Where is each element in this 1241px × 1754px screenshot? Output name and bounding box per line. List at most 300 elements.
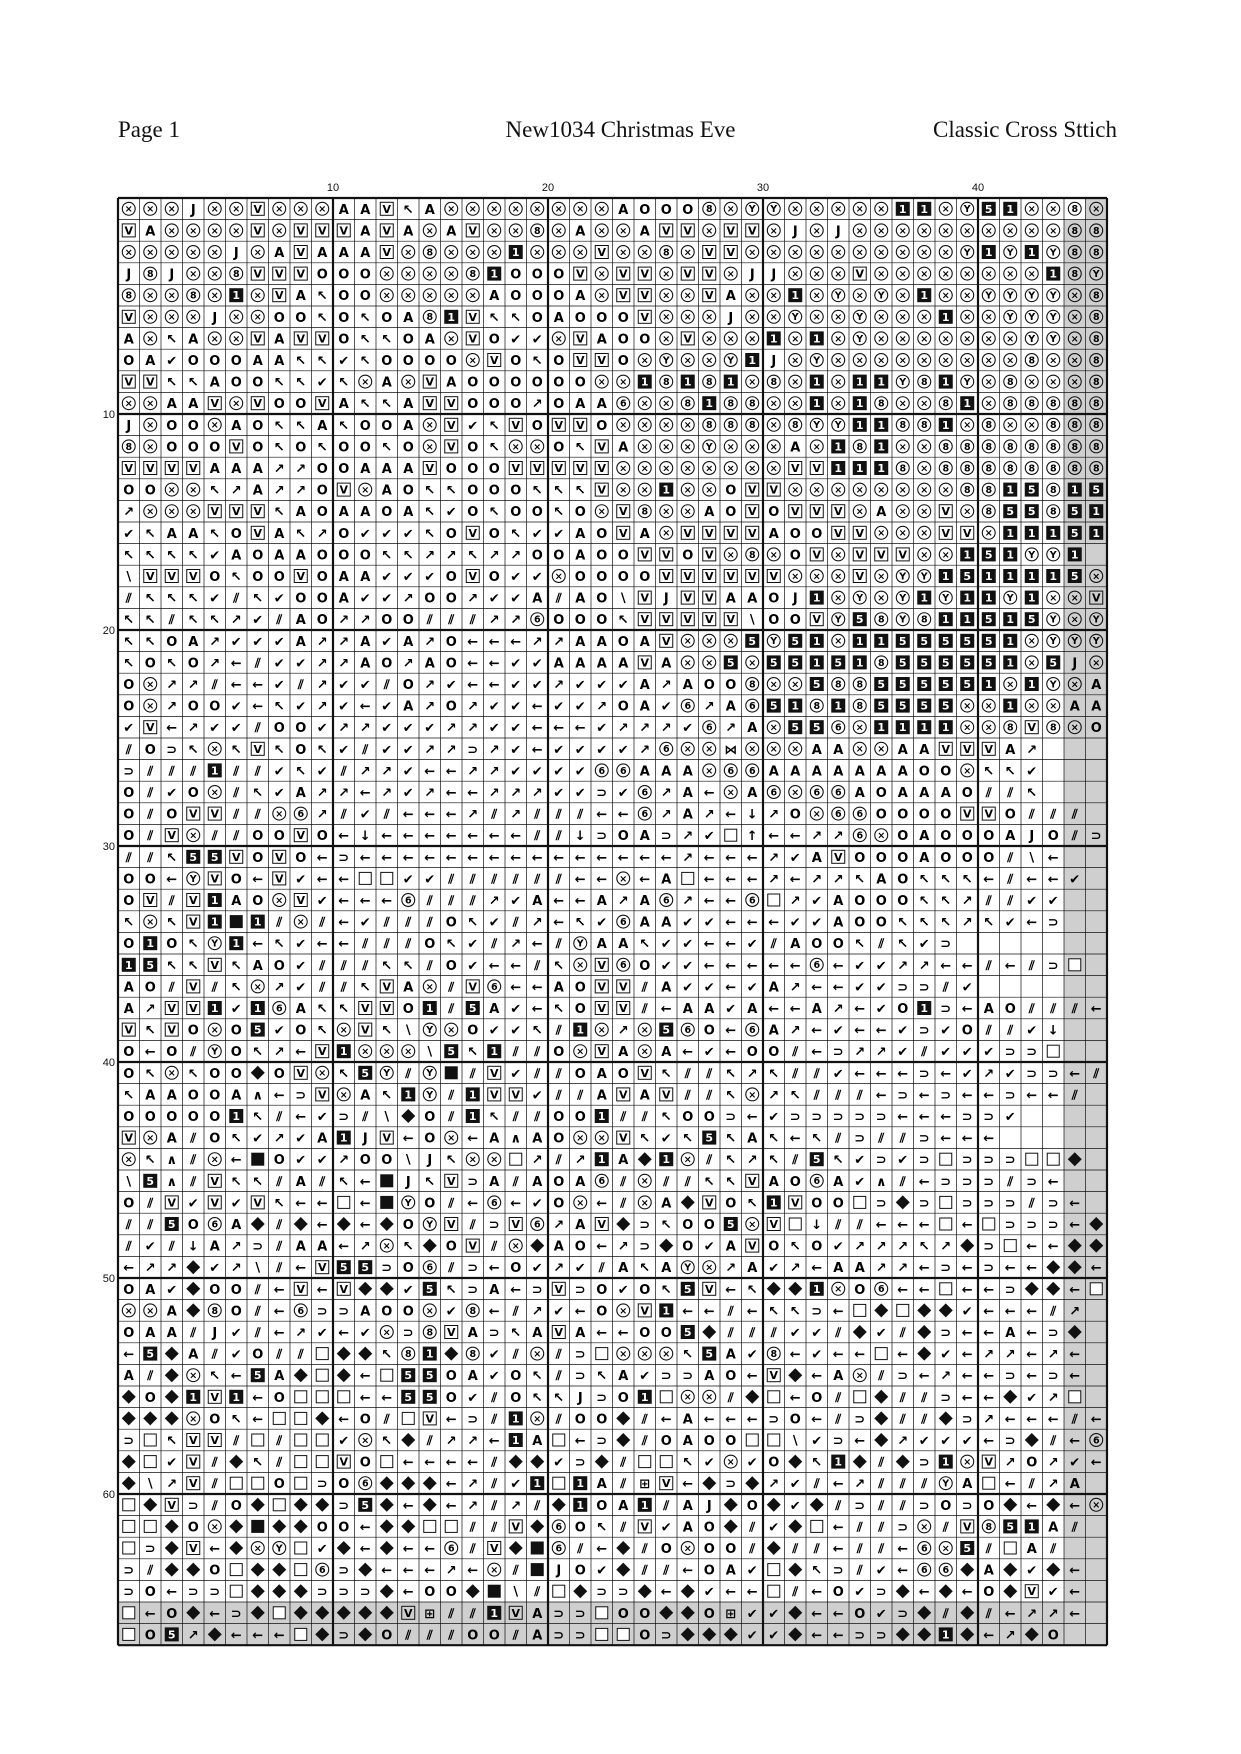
svg-text:O: O: [639, 570, 651, 585]
svg-text:V: V: [597, 1045, 607, 1059]
svg-text:↖: ↖: [553, 958, 565, 974]
svg-text:↖: ↖: [209, 526, 221, 542]
svg-text:8: 8: [211, 1305, 219, 1317]
svg-text:⫽: ⫽: [1007, 1174, 1014, 1190]
svg-text:⊞: ⊞: [639, 1477, 651, 1493]
svg-text:✔: ✔: [832, 1066, 844, 1082]
svg-text:↖: ↖: [381, 440, 393, 456]
svg-text:O: O: [682, 1218, 694, 1233]
svg-text:1: 1: [920, 289, 929, 303]
svg-text:↗: ↗: [488, 894, 500, 909]
svg-text:✔: ✔: [166, 786, 178, 801]
svg-text:←: ←: [961, 1347, 973, 1363]
svg-text:⫽: ⫽: [340, 807, 347, 823]
svg-text:↖: ↖: [488, 1110, 500, 1125]
svg-text:×: ×: [769, 744, 778, 756]
svg-text:⫽: ⫽: [835, 1498, 842, 1514]
svg-text:↖: ↖: [574, 483, 586, 499]
svg-text:5: 5: [253, 1023, 262, 1037]
svg-text:O: O: [252, 548, 264, 564]
svg-text:×: ×: [275, 204, 284, 216]
svg-text:×: ×: [447, 204, 456, 216]
svg-text:V: V: [317, 332, 327, 346]
svg-text:O: O: [553, 1174, 565, 1190]
svg-text:↖: ↖: [166, 1434, 178, 1449]
svg-text:←: ←: [918, 1585, 930, 1601]
svg-text:⫽: ⫽: [985, 958, 992, 974]
svg-text:A: A: [682, 764, 693, 780]
svg-text:×: ×: [468, 355, 477, 367]
svg-text:V: V: [360, 1002, 370, 1015]
svg-text:Y: Y: [1028, 290, 1036, 302]
svg-text:6: 6: [684, 1025, 692, 1036]
svg-text:A: A: [833, 1174, 844, 1190]
svg-text:⫽: ⫽: [125, 850, 132, 866]
svg-text:V: V: [855, 267, 865, 281]
svg-text:6: 6: [297, 809, 305, 820]
svg-text:8: 8: [1006, 441, 1014, 453]
svg-text:×: ×: [597, 269, 606, 280]
svg-text:↖: ↖: [381, 1088, 393, 1104]
svg-text:1: 1: [1006, 699, 1015, 713]
svg-text:O: O: [725, 505, 737, 521]
svg-text:×: ×: [1070, 333, 1079, 345]
svg-text:⫽: ⫽: [620, 1110, 627, 1125]
svg-text:×: ×: [425, 981, 434, 993]
svg-text:×: ×: [898, 333, 907, 345]
svg-text:⊃: ⊃: [940, 1390, 952, 1406]
svg-text:←: ←: [832, 1628, 844, 1644]
svg-text:1: 1: [468, 1110, 477, 1123]
svg-text:V: V: [554, 418, 564, 432]
svg-text:Y: Y: [1028, 549, 1036, 561]
svg-text:⊃: ⊃: [639, 1239, 651, 1255]
svg-text:⫽: ⫽: [254, 656, 261, 672]
svg-text:O: O: [316, 462, 328, 477]
svg-text:×: ×: [124, 1154, 133, 1166]
svg-text:O: O: [295, 397, 307, 413]
svg-text:✔: ✔: [209, 721, 221, 737]
svg-text:V: V: [833, 526, 843, 540]
svg-text:←: ←: [617, 807, 629, 823]
svg-text:⫽: ⫽: [1028, 1196, 1035, 1212]
svg-text:O: O: [359, 267, 371, 283]
svg-text:×: ×: [984, 312, 993, 324]
svg-text:✔: ✔: [273, 786, 285, 801]
svg-text:×: ×: [769, 420, 778, 432]
svg-text:V: V: [253, 332, 263, 346]
svg-text:A: A: [424, 656, 435, 672]
svg-text:↖: ↖: [660, 1218, 672, 1233]
svg-text:←: ←: [359, 1218, 371, 1233]
svg-text:⫽: ⫽: [1071, 1088, 1078, 1104]
svg-text:O: O: [402, 440, 414, 456]
svg-text:⫽: ⫽: [491, 1520, 498, 1536]
svg-text:V: V: [446, 1326, 456, 1339]
svg-text:8: 8: [705, 420, 713, 432]
svg-text:×: ×: [941, 485, 950, 496]
svg-text:O: O: [553, 1045, 565, 1061]
svg-text:←: ←: [424, 764, 436, 780]
svg-text:8: 8: [1092, 398, 1100, 410]
svg-text:8: 8: [877, 614, 885, 626]
svg-text:O: O: [252, 829, 264, 845]
svg-text:←: ←: [467, 678, 479, 693]
svg-text:J: J: [792, 224, 798, 240]
svg-text:O: O: [187, 418, 199, 434]
svg-text:⊃: ⊃: [1004, 1282, 1016, 1298]
svg-text:←: ←: [875, 1218, 887, 1233]
svg-text:O: O: [617, 1390, 629, 1406]
svg-text:×: ×: [769, 549, 778, 561]
svg-text:A: A: [145, 1326, 156, 1341]
svg-text:1: 1: [210, 915, 219, 929]
svg-text:✔: ✔: [488, 1347, 500, 1363]
svg-text:←: ←: [961, 1326, 973, 1341]
svg-text:V: V: [769, 1218, 779, 1231]
svg-text:V: V: [554, 462, 564, 475]
svg-text:5: 5: [146, 1174, 155, 1188]
svg-text:✔: ✔: [467, 418, 479, 434]
svg-text:×: ×: [769, 679, 778, 691]
svg-text:↖: ↖: [725, 1066, 737, 1082]
svg-text:8: 8: [533, 225, 541, 237]
svg-text:←: ←: [811, 1369, 823, 1385]
svg-text:A: A: [403, 310, 414, 326]
svg-text:↗: ↗: [897, 1261, 909, 1277]
svg-text:⫽: ⫽: [985, 786, 992, 801]
svg-text:⫽: ⫽: [534, 1585, 541, 1601]
svg-text:8: 8: [1028, 441, 1036, 453]
svg-text:×: ×: [748, 377, 757, 388]
svg-text:✔: ✔: [424, 872, 436, 888]
svg-text:O: O: [424, 1131, 436, 1147]
svg-text:↗: ↗: [1047, 1477, 1059, 1493]
svg-text:←: ←: [983, 1131, 995, 1147]
svg-text:↗: ↗: [1004, 1628, 1016, 1644]
svg-text:✔: ✔: [574, 742, 586, 758]
svg-text:⫽: ⫽: [469, 1606, 476, 1622]
svg-text:⫽: ⫽: [147, 850, 154, 866]
svg-text:O: O: [467, 505, 479, 521]
svg-text:✔: ✔: [295, 980, 307, 996]
svg-text:×: ×: [705, 744, 714, 756]
svg-text:←: ←: [467, 786, 479, 801]
svg-text:←: ←: [897, 1066, 909, 1082]
svg-text:×: ×: [447, 1025, 456, 1036]
svg-text:↗: ↗: [617, 721, 629, 737]
svg-text:A: A: [338, 505, 349, 521]
svg-text:V: V: [597, 462, 607, 475]
svg-text:1: 1: [941, 721, 950, 735]
svg-text:O: O: [209, 570, 221, 585]
svg-text:⫽: ⫽: [985, 1023, 992, 1039]
svg-text:✔: ✔: [488, 1369, 500, 1385]
svg-text:V: V: [575, 462, 585, 475]
svg-text:V: V: [984, 1455, 994, 1469]
svg-text:↖: ↖: [359, 332, 371, 348]
svg-text:Y: Y: [985, 290, 993, 302]
svg-text:V: V: [468, 980, 478, 994]
svg-text:O: O: [617, 829, 629, 845]
svg-text:×: ×: [533, 441, 542, 453]
svg-text:×: ×: [597, 204, 606, 216]
svg-text:V: V: [597, 483, 607, 497]
svg-text:←: ←: [1004, 1477, 1016, 1493]
svg-text:⫽: ⫽: [985, 1606, 992, 1622]
svg-text:1: 1: [511, 1412, 520, 1426]
svg-text:V: V: [575, 418, 585, 432]
svg-text:⊃: ⊃: [983, 1261, 995, 1277]
svg-text:O: O: [596, 591, 608, 607]
svg-text:↗: ↗: [725, 1261, 737, 1277]
svg-text:A: A: [811, 1002, 822, 1017]
svg-text:✔: ✔: [316, 894, 328, 909]
svg-text:×: ×: [963, 701, 972, 712]
svg-text:8: 8: [877, 657, 885, 669]
svg-text:O: O: [531, 267, 543, 283]
svg-text:V: V: [253, 224, 263, 238]
svg-text:V: V: [468, 1239, 478, 1253]
svg-text:Y: Y: [877, 290, 885, 302]
svg-text:A: A: [575, 1174, 586, 1190]
svg-text:A: A: [596, 1088, 607, 1104]
svg-text:A: A: [123, 332, 134, 348]
svg-text:✔: ✔: [402, 742, 414, 758]
svg-text:V: V: [468, 526, 478, 540]
svg-text:O: O: [123, 807, 135, 823]
svg-text:O: O: [123, 1066, 135, 1082]
svg-text:✔: ✔: [531, 678, 543, 693]
svg-text:O: O: [811, 526, 823, 542]
svg-text:⊃: ⊃: [488, 1218, 500, 1233]
svg-text:×: ×: [705, 333, 714, 345]
svg-text:A: A: [596, 1066, 607, 1082]
svg-text:↖: ↖: [273, 505, 285, 521]
svg-text:∧: ∧: [166, 1153, 178, 1169]
svg-text:×: ×: [898, 441, 907, 453]
svg-text:A: A: [489, 1002, 500, 1017]
svg-text:✔: ✔: [1004, 1066, 1016, 1082]
svg-text:1: 1: [984, 570, 993, 583]
svg-text:←: ←: [445, 1477, 457, 1493]
svg-text:×: ×: [425, 269, 434, 280]
svg-text:V: V: [962, 742, 972, 756]
svg-text:8: 8: [748, 398, 756, 410]
svg-text:✔: ✔: [273, 764, 285, 780]
svg-text:V: V: [188, 1434, 198, 1447]
svg-text:⫽: ⫽: [878, 1498, 885, 1514]
svg-text:⊃: ⊃: [940, 1326, 952, 1341]
svg-text:←: ←: [123, 1261, 135, 1277]
svg-text:6: 6: [727, 765, 735, 777]
svg-text:⊃: ⊃: [359, 1585, 371, 1601]
svg-text:Y: Y: [963, 204, 971, 216]
svg-text:×: ×: [898, 528, 907, 540]
svg-text:↖: ↖: [488, 505, 500, 521]
svg-text:8: 8: [426, 247, 434, 259]
svg-text:←: ←: [574, 721, 586, 737]
svg-text:✔: ✔: [316, 375, 328, 391]
column-number: 40: [971, 182, 985, 194]
svg-text:A: A: [360, 1088, 371, 1104]
svg-text:×: ×: [640, 485, 649, 496]
svg-text:⫽: ⫽: [426, 894, 433, 909]
svg-text:O: O: [832, 1585, 844, 1601]
svg-text:←: ←: [402, 1563, 414, 1579]
svg-text:5: 5: [146, 1347, 155, 1361]
svg-text:O: O: [531, 418, 543, 434]
svg-text:O: O: [273, 721, 285, 737]
svg-text:O: O: [596, 1304, 608, 1320]
svg-text:J: J: [190, 202, 196, 218]
svg-text:8: 8: [404, 1349, 412, 1360]
svg-text:←: ←: [940, 1131, 952, 1147]
svg-text:∧: ∧: [252, 1088, 264, 1104]
svg-text:↖: ↖: [897, 937, 909, 953]
svg-text:O: O: [639, 1282, 651, 1298]
svg-text:⫽: ⫽: [1050, 1434, 1057, 1449]
svg-text:1: 1: [1049, 526, 1058, 540]
svg-text:6: 6: [619, 960, 627, 972]
svg-text:V: V: [188, 462, 198, 475]
svg-text:←: ←: [316, 850, 328, 866]
svg-text:←: ←: [811, 980, 823, 996]
svg-text:←: ←: [402, 1131, 414, 1147]
svg-text:⫽: ⫽: [1050, 1542, 1057, 1557]
svg-text:↖: ↖: [1004, 764, 1016, 780]
svg-text:×: ×: [963, 312, 972, 324]
svg-text:←: ←: [897, 1347, 909, 1363]
svg-text:×: ×: [898, 290, 907, 302]
svg-text:⫽: ⫽: [706, 1066, 713, 1082]
svg-text:⫽: ⫽: [512, 1347, 519, 1363]
svg-text:↖: ↖: [854, 872, 866, 888]
svg-text:V: V: [941, 505, 951, 519]
svg-text:O: O: [144, 1390, 156, 1406]
svg-text:↗: ↗: [940, 1369, 952, 1385]
svg-text:↖: ↖: [123, 548, 135, 564]
svg-text:↖: ↖: [660, 1066, 672, 1082]
svg-text:⫽: ⫽: [835, 1412, 842, 1428]
svg-text:O: O: [574, 1002, 586, 1017]
svg-text:Y: Y: [834, 614, 842, 626]
svg-text:↗: ↗: [1047, 1606, 1059, 1622]
svg-text:V: V: [683, 570, 693, 583]
svg-text:O: O: [316, 548, 328, 564]
svg-text:O: O: [445, 354, 457, 369]
svg-text:O: O: [273, 829, 285, 845]
svg-text:O: O: [875, 807, 887, 823]
svg-text:↗: ↗: [1004, 1347, 1016, 1363]
svg-text:O: O: [166, 634, 178, 650]
svg-text:✔: ✔: [596, 721, 608, 737]
svg-text:V: V: [726, 224, 736, 238]
svg-text:×: ×: [1092, 204, 1101, 216]
svg-text:O: O: [144, 1628, 156, 1644]
svg-text:A: A: [854, 786, 865, 801]
svg-text:O: O: [531, 505, 543, 521]
svg-text:O: O: [316, 570, 328, 585]
svg-text:5: 5: [1092, 483, 1101, 497]
svg-text:←: ←: [273, 1326, 285, 1341]
svg-text:1: 1: [920, 1002, 929, 1015]
svg-text:⫽: ⫽: [899, 1498, 906, 1514]
svg-text:↓: ↓: [1047, 1023, 1059, 1039]
svg-text:↗: ↗: [531, 915, 543, 931]
svg-text:✔: ✔: [918, 937, 930, 953]
svg-text:Y: Y: [899, 614, 907, 626]
svg-text:8: 8: [426, 1327, 434, 1339]
svg-text:⊃: ⊃: [123, 1563, 135, 1579]
svg-text:Y: Y: [211, 1046, 219, 1058]
svg-text:←: ←: [1069, 1347, 1081, 1363]
svg-text:O: O: [510, 375, 522, 391]
svg-text:×: ×: [748, 312, 757, 324]
svg-text:O: O: [596, 548, 608, 564]
svg-text:←: ←: [316, 1218, 328, 1233]
svg-text:6: 6: [490, 981, 498, 993]
svg-text:A: A: [1026, 1542, 1037, 1557]
svg-text:✔: ✔: [338, 699, 350, 715]
svg-text:O: O: [252, 375, 264, 391]
svg-text:V: V: [468, 570, 478, 583]
svg-text:A: A: [338, 202, 349, 218]
svg-text:A: A: [704, 1002, 715, 1017]
svg-text:↗: ↗: [295, 462, 307, 477]
svg-text:←: ←: [273, 1282, 285, 1298]
svg-text:⊃: ⊃: [875, 1585, 887, 1601]
svg-text:A: A: [811, 850, 822, 866]
svg-text:←: ←: [617, 1326, 629, 1341]
svg-text:↖: ↖: [531, 1369, 543, 1385]
svg-text:O: O: [445, 958, 457, 974]
svg-text:×: ×: [1049, 377, 1058, 388]
svg-text:←: ←: [1090, 1412, 1102, 1428]
svg-text:A: A: [166, 1131, 177, 1147]
svg-text:↗: ↗: [467, 591, 479, 607]
svg-text:×: ×: [425, 225, 434, 237]
svg-text:↖: ↖: [316, 289, 328, 305]
svg-text:Y: Y: [1092, 614, 1100, 626]
svg-text:8: 8: [1028, 463, 1036, 475]
svg-text:O: O: [789, 613, 801, 629]
svg-text:A: A: [725, 289, 736, 305]
svg-text:←: ←: [252, 872, 264, 888]
svg-text:O: O: [617, 570, 629, 585]
svg-text:O: O: [596, 1498, 608, 1514]
svg-text:Y: Y: [684, 1262, 692, 1274]
svg-text:V: V: [898, 548, 908, 562]
svg-text:←: ←: [725, 937, 737, 953]
svg-text:V: V: [876, 548, 886, 562]
svg-text:A: A: [295, 634, 306, 650]
svg-text:1: 1: [576, 1477, 585, 1491]
svg-text:6: 6: [856, 830, 864, 842]
svg-text:6: 6: [361, 1478, 369, 1490]
svg-text:↖: ↖: [187, 1066, 199, 1082]
svg-text:←: ←: [1069, 1066, 1081, 1082]
svg-text:←: ←: [402, 850, 414, 866]
svg-text:1: 1: [232, 1110, 241, 1123]
svg-text:↗: ↗: [338, 1153, 350, 1169]
svg-text:⫽: ⫽: [835, 1390, 842, 1406]
svg-text:↖: ↖: [381, 332, 393, 348]
svg-text:8: 8: [705, 204, 713, 216]
svg-text:←: ←: [488, 829, 500, 845]
svg-text:V: V: [188, 980, 198, 994]
svg-text:A: A: [661, 915, 672, 931]
